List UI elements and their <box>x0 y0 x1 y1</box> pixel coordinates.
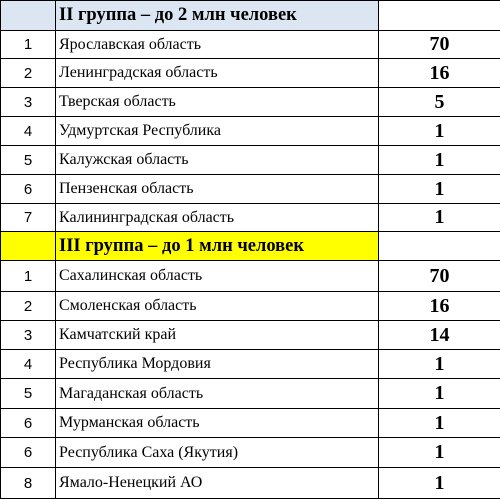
region-name: Смоленская область <box>56 292 379 321</box>
region-value: 1 <box>379 204 500 232</box>
row-number: 6 <box>1 409 56 438</box>
table-row <box>1 88 500 117</box>
table-row <box>1 409 500 438</box>
table-row <box>1 379 500 409</box>
region-name: Сахалинская область <box>56 261 379 292</box>
table-row <box>1 261 500 292</box>
region-value: 1 <box>379 468 500 499</box>
table-row <box>1 438 500 468</box>
row-number: 3 <box>1 321 56 350</box>
region-value: 14 <box>379 321 500 350</box>
table-row <box>1 59 500 88</box>
region-value: 1 <box>379 409 500 438</box>
region-name: Ямало-Ненецкий АО <box>56 468 379 499</box>
region-value: 5 <box>379 88 500 117</box>
region-name: Калужская область <box>56 146 379 175</box>
region-value: 1 <box>379 117 500 146</box>
group-header-value-cell <box>379 232 500 261</box>
row-number: 2 <box>1 292 56 321</box>
group-header-row <box>1 1 500 31</box>
row-number: 5 <box>1 379 56 409</box>
row-number: 1 <box>1 31 56 59</box>
region-name: Мурманская область <box>56 409 379 438</box>
regions-table-body <box>1 1 500 499</box>
table-row <box>1 204 500 232</box>
region-name: Тверская область <box>56 88 379 117</box>
row-number: 6 <box>1 175 56 204</box>
group-header-value-cell <box>379 1 500 31</box>
group-title: II группа – до 2 млн человек <box>56 1 379 31</box>
row-number: 4 <box>1 117 56 146</box>
table-row <box>1 117 500 146</box>
region-value: 16 <box>379 292 500 321</box>
table-row <box>1 350 500 379</box>
row-number: 7 <box>1 204 56 232</box>
region-value: 70 <box>379 261 500 292</box>
region-name: Удмуртская Республика <box>56 117 379 146</box>
region-name: Ярославская область <box>56 31 379 59</box>
region-name: Пензенская область <box>56 175 379 204</box>
row-number: 8 <box>1 468 56 499</box>
table-row <box>1 146 500 175</box>
region-name: Калининградская область <box>56 204 379 232</box>
region-value: 16 <box>379 59 500 88</box>
row-number: 1 <box>1 261 56 292</box>
row-number: 3 <box>1 88 56 117</box>
row-number: 5 <box>1 146 56 175</box>
region-value: 1 <box>379 146 500 175</box>
region-value: 1 <box>379 350 500 379</box>
row-number: 6 <box>1 438 56 468</box>
group-title: III группа – до 1 млн человек <box>56 232 379 261</box>
region-name: Магаданская область <box>56 379 379 409</box>
region-value: 1 <box>379 175 500 204</box>
region-name: Ленинградская область <box>56 59 379 88</box>
region-value: 1 <box>379 379 500 409</box>
group-header-row <box>1 232 500 261</box>
group-header-number-cell <box>1 232 56 261</box>
table-row <box>1 31 500 59</box>
table-row <box>1 321 500 350</box>
row-number: 2 <box>1 59 56 88</box>
region-name: Камчатский край <box>56 321 379 350</box>
region-value: 1 <box>379 438 500 468</box>
table-row <box>1 468 500 499</box>
row-number: 4 <box>1 350 56 379</box>
group-header-number-cell <box>1 1 56 31</box>
region-value: 70 <box>379 31 500 59</box>
region-name: Республика Мордовия <box>56 350 379 379</box>
table-row <box>1 175 500 204</box>
region-name: Республика Саха (Якутия) <box>56 438 379 468</box>
table-row <box>1 292 500 321</box>
